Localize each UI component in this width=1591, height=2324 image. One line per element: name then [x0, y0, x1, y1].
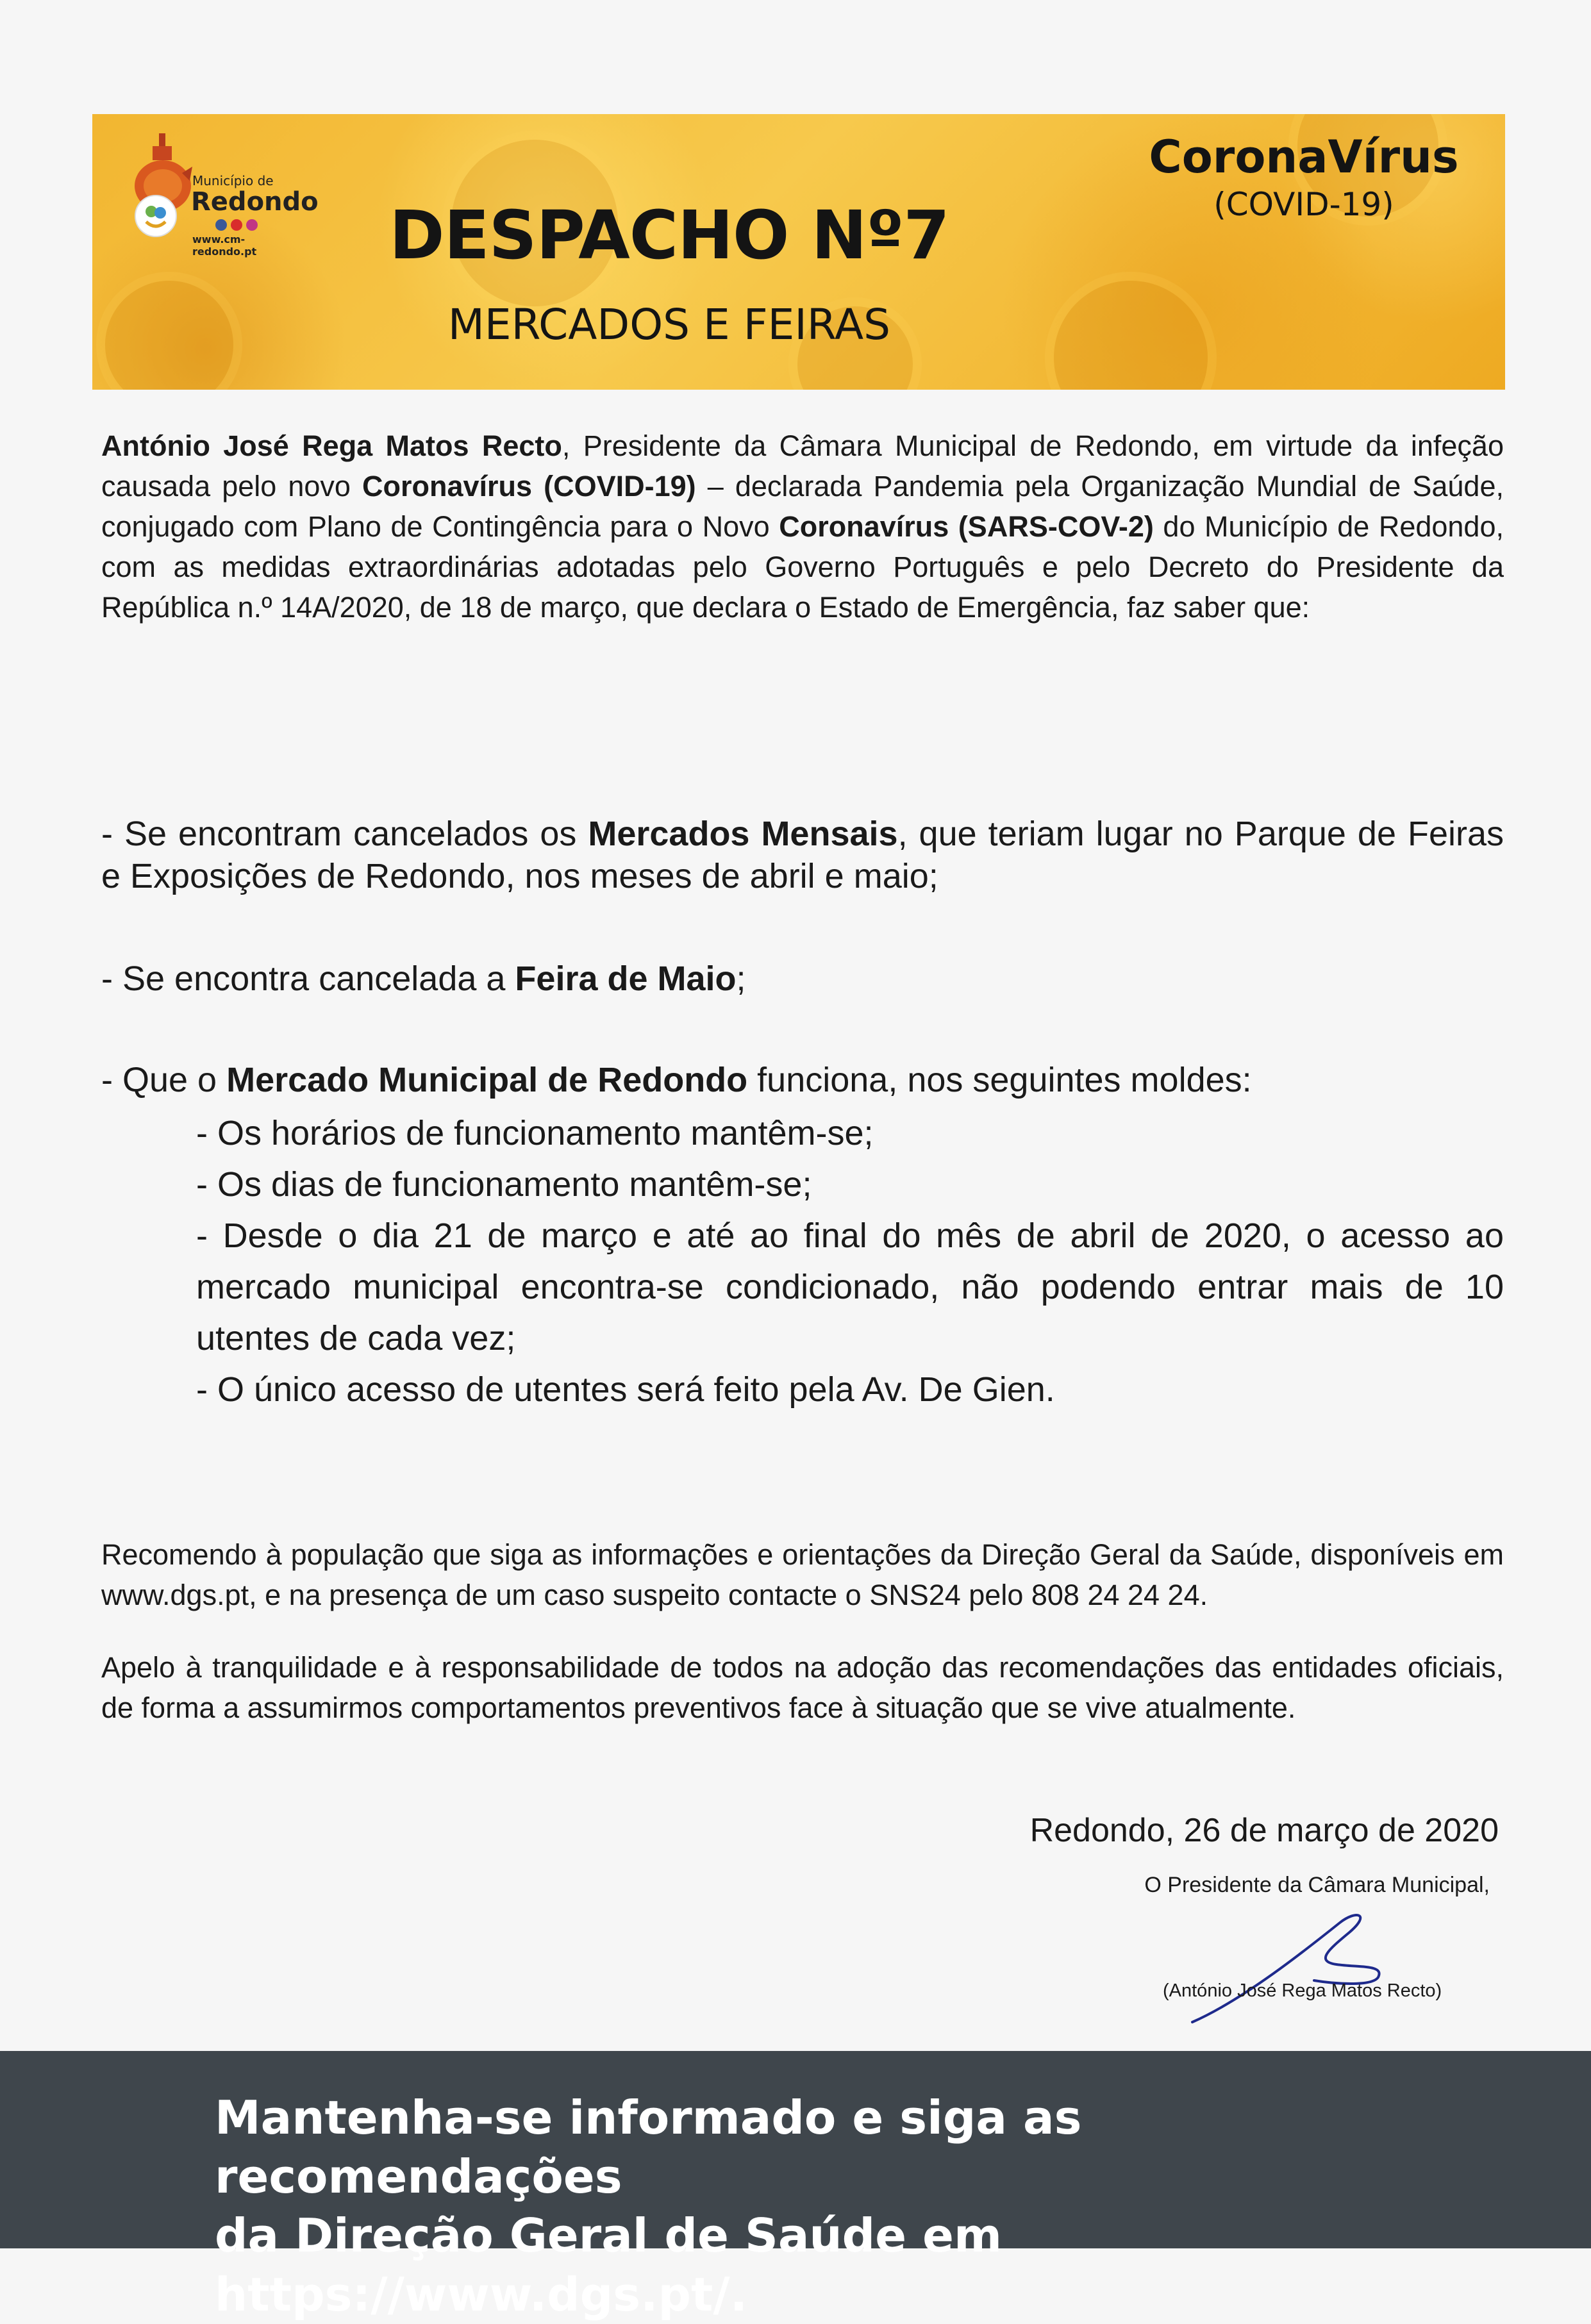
item-markets [101, 813, 1504, 897]
item-fair [101, 958, 1504, 1000]
seal-logo-icon [133, 194, 178, 238]
signature-name: (António José Rega Matos Recto) [1163, 1980, 1442, 2001]
item-text: , que teriam lugar no Parque de Feiras e Exposições de Redondo, nos meses de abril e maio; [101, 815, 1504, 895]
recommendation-paragraph: Recomendo à população que siga as informações e orientações da Direção Geral da Saúde, disponíveis em www.dgs.pt, e na presença de um caso suspeito contacte o SNS24 pelo 808 24 24 24. [101, 1538, 1504, 1611]
item-text: ; [736, 959, 746, 998]
header-banner [92, 114, 1505, 390]
intro-bold: Coronavírus (COVID-19) [362, 470, 696, 502]
virus-decoration [1054, 281, 1208, 390]
place-date: Redondo, 26 de março de 2020 [1029, 1812, 1499, 1849]
item-bold: Mercados Mensais [588, 815, 898, 853]
corona-title: CoronaVírus [1149, 131, 1459, 183]
dispatch-subtitle: MERCADOS E FEIRAS [447, 300, 891, 349]
intro-bold: Coronavírus (SARS-COV-2) [779, 510, 1154, 543]
item-text: - Que o [101, 1061, 227, 1099]
intro-text: – declarada Pandemia pela Organização Mundial de Saúde, conjugado com Plano de Contingência para o Novo [101, 470, 1504, 543]
signature-scribble [1186, 1904, 1404, 2032]
dispatch-title: DESPACHO Nº7 [389, 196, 949, 274]
social-icons [214, 218, 259, 232]
item-bold: Mercado Municipal de Redondo [226, 1061, 748, 1099]
item-text: funciona, nos seguintes moldes: [747, 1061, 1252, 1099]
municipality-logo [131, 133, 319, 258]
president-name: António José Rega Matos Recto [101, 429, 562, 462]
virus-decoration [105, 281, 233, 390]
item-text: - Se encontram cancelados os [101, 815, 588, 853]
item-municipal-market [101, 1059, 1504, 1101]
footer-line: Mantenha-se informado e siga as recomendações [215, 2091, 1082, 2204]
sub-item: - Desde o dia 21 de março e até ao final do mês de abril de 2020, o acesso ao mercado municipal encontra-se condicionado, não podendo entrar mais de 10 utentes de cada vez; [196, 1216, 1504, 1357]
footer-text [215, 2088, 1497, 2324]
municipality-name: Redondo [191, 187, 319, 217]
item-text: - Se encontra cancelada a [101, 959, 515, 998]
sub-item: - Os dias de funcionamento mantêm-se; [196, 1165, 812, 1204]
item-bold: Feira de Maio [515, 959, 737, 998]
signature-role: O Presidente da Câmara Municipal, [1144, 1873, 1490, 1897]
municipality-small-label: Município de [192, 173, 274, 188]
intro-paragraph [101, 426, 1504, 627]
footer-bar [0, 2051, 1591, 2321]
footer-line: da Direção Geral de Saúde em https://www.dgs.pt/. [215, 2209, 1002, 2321]
appeal-paragraph: Apelo à tranquilidade e à responsabilidade de todos na adoção das recomendações das entidades oficiais, de forma a assumirmos comportamentos preventivos face à situação que se vive atualmente. [101, 1651, 1504, 1724]
municipality-website: www.cm-redondo.pt [192, 233, 257, 258]
intro-text: , Presidente da Câmara Municipal de Redondo, em virtude da infeção causada pelo novo [101, 429, 1504, 502]
sub-item: - Os horários de funcionamento mantêm-se; [196, 1114, 874, 1152]
sub-item: - O único acesso de utentes será feito pela Av. De Gien. [196, 1370, 1055, 1409]
intro-text: do Município de Redondo, com as medidas extraordinárias adotadas pelo Governo Português e pelo Decreto do Presidente da República n.º 14A/2020, de 18 de março, que declara o Estado de Emergência, faz saber que: [101, 510, 1504, 624]
corona-subtitle: (COVID-19) [1213, 186, 1394, 223]
